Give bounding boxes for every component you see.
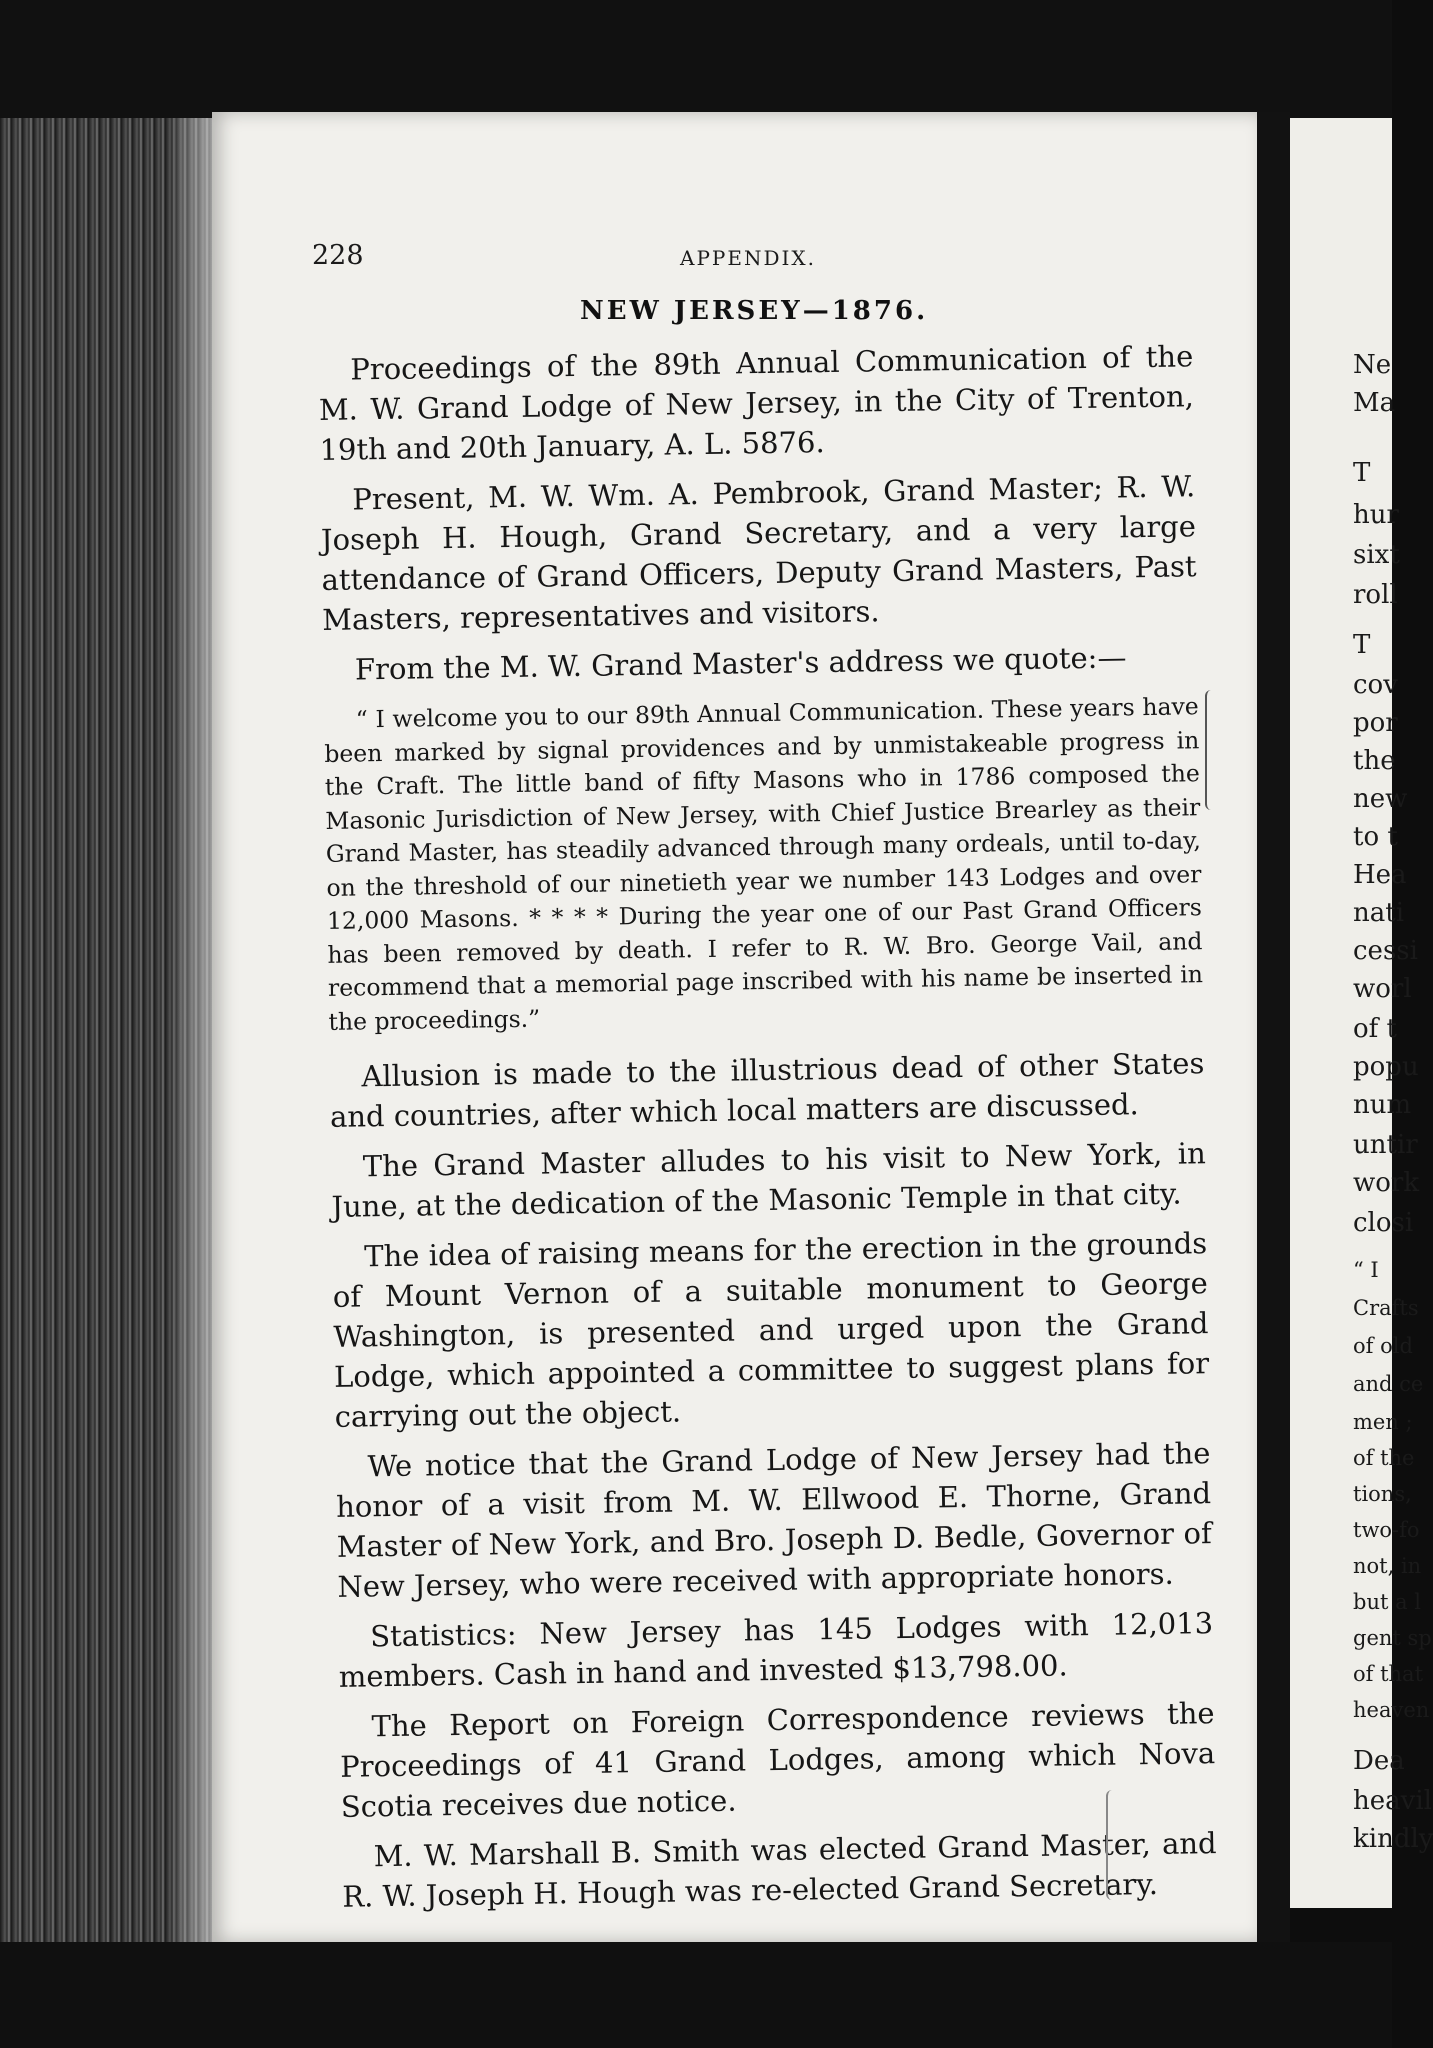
- right-page-fragment: num: [1353, 1090, 1412, 1120]
- right-page-fragment: “ I: [1353, 1258, 1379, 1282]
- paragraph-statistics: Statistics: New Jersey has 145 Lodges with 12,013 members. Cash in hand and invested $13,798.00.: [338, 1606, 1214, 1694]
- right-page-fragment: and ce: [1353, 1372, 1424, 1396]
- paragraph-visit-honors: We notice that the Grand Lodge of New Jersey had the honor of a visit from M. W. Ellwood E. Thorne, Grand Master of New York, and Bro. Joseph D. Bedle, Governor of New Jersey, who were received with appropriate honors.: [335, 1436, 1212, 1604]
- right-page-fragment: sixt: [1353, 540, 1400, 570]
- page-body: [318, 336, 1218, 1927]
- right-page-fragment: heavil: [1353, 1786, 1432, 1816]
- section-title: NEW JERSEY—1876.: [580, 296, 929, 326]
- paragraph-election: M. W. Marshall B. Smith was elected Grand Master, and R. W. Joseph H. Hough was re-elected Grand Secretary.: [342, 1826, 1217, 1914]
- right-page-fragment: two-fo: [1353, 1518, 1420, 1542]
- right-page-fragment: heaven: [1353, 1698, 1430, 1722]
- right-page-fragment: work: [1353, 1168, 1420, 1198]
- right-page-fragment: roll: [1353, 580, 1398, 610]
- right-page-fragment: hur: [1353, 500, 1399, 530]
- right-page-fragment: por: [1353, 708, 1398, 738]
- right-page-fragment: Ma: [1353, 388, 1396, 418]
- right-page-fragment: of that: [1353, 1662, 1424, 1686]
- right-page-fragment: nati: [1353, 898, 1405, 928]
- right-page-fragment: closi: [1353, 1208, 1414, 1238]
- right-page-fragment: to t: [1353, 822, 1398, 852]
- right-page-fragment: of the: [1353, 1446, 1415, 1470]
- right-page-fragment: men ;: [1353, 1410, 1413, 1434]
- right-page-fragment: Ne: [1353, 350, 1392, 380]
- margin-bracket-mark: [1205, 690, 1221, 810]
- right-page-fragment: of t: [1353, 1014, 1397, 1044]
- right-page-fragment: the: [1353, 746, 1396, 776]
- book-gutter: [1257, 112, 1290, 2048]
- right-page-fragment: gent sp: [1353, 1626, 1432, 1650]
- right-page-fragment: new: [1353, 784, 1408, 814]
- paragraph-present: Present, M. W. Wm. A. Pembrook, Grand Master; R. W. Joseph H. Hough, Grand Secretary, and a very large attendance of Grand Officers, Deputy Grand Masters, Past Masters, representatives and visitors.: [320, 469, 1197, 637]
- paragraph-foreign-correspondence: The Report on Foreign Correspondence reviews the Proceedings of 41 Grand Lodges, among which Nova Scotia receives due notice.: [339, 1696, 1216, 1824]
- grand-master-quote: “ I welcome you to our 89th Annual Communication. These years have been marked by signal providences and by unmistakeable progress in the Craft. The little band of fifty Masons who in 1786 composed the Masonic Jurisdiction of New Jersey, with Chief Justice Brearley as their Grand Master, has steadily advanced through many ordeals, until to-day, on the threshold of our ninetieth year we number 143 Lodges and over 12,000 Masons. * * * * During the year one of our Past Grand Officers has been removed by death. I refer to R. W. Bro. George Vail, and recommend that a memorial page inscribed with his name be inserted in the proceedings.”: [324, 692, 1204, 1036]
- right-page-fragment: kindly: [1353, 1824, 1433, 1854]
- right-page-fragment: of old: [1353, 1334, 1413, 1358]
- right-page-fragment: T: [1353, 458, 1371, 488]
- scan-bottom-border: [0, 1942, 1392, 2048]
- right-page-fragment: not, in: [1353, 1554, 1422, 1578]
- paragraph-quote-intro: From the M. W. Grand Master's address we quote:—: [354, 640, 1127, 687]
- right-page-fragment: cov: [1353, 670, 1398, 700]
- right-page-fragment: Hea: [1353, 860, 1407, 890]
- paragraph-monument: The idea of raising means for the erection in the grounds of Mount Vernon of a suitable monument to George Washington, is presented and urged upon the Grand Lodge, which appointed a committee to suggest plans for carrying out the object.: [332, 1226, 1210, 1434]
- page-number: 228: [312, 240, 364, 271]
- paragraph-new-york-visit: The Grand Master alludes to his visit to New York, in June, at the dedication of the Masonic Temple in that city.: [331, 1136, 1206, 1224]
- right-page-fragment: popu: [1353, 1052, 1419, 1082]
- right-page-fragment: T: [1353, 630, 1371, 660]
- right-page-fragment: tions,: [1353, 1482, 1412, 1506]
- paragraph-proceedings: Proceedings of the 89th Annual Communication of the M. W. Grand Lodge of New Jersey, in the City of Trenton, 19th and 20th January, A. L. 5876.: [318, 339, 1195, 467]
- right-page-fragment: Crafts: [1353, 1296, 1419, 1320]
- scan-top-border: [0, 0, 1392, 118]
- paragraph-allusion: Allusion is made to the illustrious dead of other States and countries, after which local matters are discussed.: [329, 1046, 1205, 1134]
- right-page-fragment: untir: [1353, 1130, 1418, 1160]
- running-head: APPENDIX.: [680, 246, 816, 270]
- right-page-fragment: worl: [1353, 974, 1412, 1004]
- right-page-fragment: cessi: [1353, 936, 1418, 966]
- book-page-edges: [0, 118, 215, 2048]
- right-page-fragment: Dea: [1353, 1746, 1405, 1776]
- margin-pencil-mark: [1106, 1790, 1128, 1900]
- right-page-fragment: but a l: [1353, 1590, 1421, 1614]
